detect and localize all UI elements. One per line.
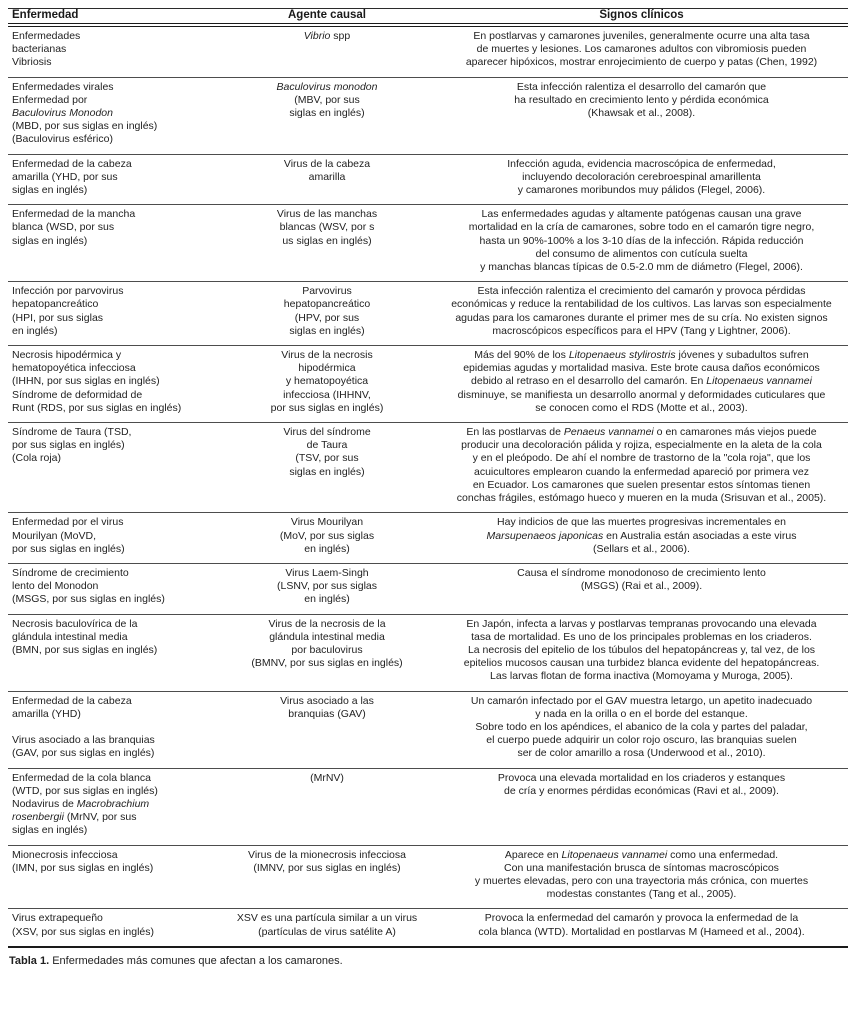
text-line: en inglés) bbox=[12, 324, 58, 337]
text-line: (Sellars et al., 2006). bbox=[593, 542, 690, 555]
column-header-disease: Enfermedad bbox=[8, 9, 219, 26]
text-line: Enfermedades bbox=[12, 30, 81, 42]
clinical-signs-cell bbox=[435, 282, 848, 346]
disease-cell bbox=[8, 205, 219, 282]
text-line: (LSNV, por sus siglas bbox=[277, 580, 377, 593]
clinical-signs-cell bbox=[435, 423, 848, 513]
text-line: Provoca una elevada mortalidad en los criaderos y estanques bbox=[497, 771, 786, 784]
text-line: ser de color amarillo a rosa (Underwood et al., 2010). bbox=[517, 747, 766, 760]
text-line: el cuerpo puede adquirir un color rojo oscuro, las branquias suelen bbox=[486, 734, 797, 747]
disease-cell bbox=[8, 909, 219, 947]
text-line: (Baculovirus esférico) bbox=[12, 133, 113, 146]
text-line: (Cola roja) bbox=[12, 452, 62, 465]
text-line: acuicultores emplearon cuando la enfermedad apareció por primera vez bbox=[473, 465, 810, 478]
text-line: y nada en la orilla o en el borde del estanque. bbox=[535, 707, 748, 720]
text-line: Mionecrosis infecciosa bbox=[12, 848, 118, 861]
text-line: amarilla (YHD) bbox=[12, 707, 81, 720]
text-line: blancas (WSV, por s bbox=[279, 221, 375, 234]
text-line: Esta infección ralentiza el desarrollo del camarón que bbox=[516, 80, 767, 93]
text-line: Enfermedades virales bbox=[12, 80, 114, 93]
text-line: us siglas en inglés) bbox=[282, 234, 372, 247]
text-line: Virus extrapequeño bbox=[12, 912, 103, 925]
text-line: Virus de las manchas bbox=[276, 208, 378, 221]
text-line: Parvovirus bbox=[302, 285, 352, 298]
text-line: en inglés) bbox=[304, 593, 350, 606]
table-caption bbox=[9, 955, 844, 967]
text-line: agudas para los camarones durante el primer mes de su cría. No existen signos bbox=[455, 311, 828, 324]
text-line: por sus siglas en inglés) bbox=[270, 401, 384, 414]
clinical-signs-cell bbox=[435, 691, 848, 768]
text-line: branquias (GAV) bbox=[288, 707, 366, 720]
text-line: siglas en inglés) bbox=[289, 107, 365, 120]
disease-cell bbox=[8, 563, 219, 614]
text-line: Enfermedad de la mancha bbox=[12, 208, 136, 221]
text-line: Las larvas flotan de forma inactiva (Momoyama y Muroga, 2005). bbox=[490, 670, 793, 683]
text-line: hepatopancreático bbox=[283, 298, 371, 311]
text-line: Síndrome de crecimiento bbox=[12, 566, 129, 579]
text-line: rosenbergii (MrNV, por sus bbox=[12, 811, 137, 824]
text-line: Runt (RDS, por sus siglas en inglés) bbox=[12, 401, 182, 414]
text-line: Más del 90% de los Litopenaeus stylirostris jóvenes y subadultos sufren bbox=[474, 349, 809, 362]
text-line: (XSV, por sus siglas en inglés) bbox=[12, 925, 155, 938]
text-line: de Taura bbox=[306, 439, 348, 452]
table-row bbox=[8, 282, 848, 346]
text-line: La necrosis del epitelio de los túbulos del hepatopáncreas y, tal vez, de los bbox=[467, 643, 816, 656]
clinical-signs-cell bbox=[435, 845, 848, 909]
text-line: Nodavirus de Macrobrachium bbox=[12, 797, 150, 810]
text-line: Infección por parvovirus bbox=[12, 285, 124, 298]
text-line: Virus de la mionecrosis infecciosa bbox=[248, 848, 406, 861]
clinical-signs-cell bbox=[435, 346, 848, 423]
disease-cell bbox=[8, 77, 219, 154]
text-line bbox=[219, 81, 435, 94]
text-line: Virus asociado a las branquias bbox=[12, 734, 155, 747]
text-line: (IMN, por sus siglas en inglés) bbox=[12, 861, 154, 874]
text-line: siglas en inglés) bbox=[12, 234, 88, 247]
text-line: Virus de la necrosis de la bbox=[268, 617, 386, 630]
text-line bbox=[12, 107, 219, 120]
text-line: de cría y enormes pérdidas económicas (Ravi et al., 2009). bbox=[504, 784, 779, 797]
clinical-signs-cell bbox=[435, 768, 848, 845]
text-line: Marsupenaeos japonicas en Australia están asociadas a este virus bbox=[486, 529, 797, 542]
causal-agent-cell bbox=[219, 205, 435, 282]
table-row bbox=[8, 154, 848, 205]
text-line: hepatopancreático bbox=[12, 298, 99, 311]
text-line: por baculovirus bbox=[291, 643, 363, 656]
text-line: Síndrome de deformidad de bbox=[12, 388, 143, 401]
clinical-signs-cell bbox=[435, 614, 848, 691]
causal-agent-cell bbox=[219, 845, 435, 909]
clinical-signs-cell bbox=[435, 25, 848, 77]
text-line: (MSGS) (Rai et al., 2009). bbox=[580, 580, 703, 593]
caption-label: Tabla 1. bbox=[9, 954, 50, 967]
text-line: En las postlarvas de Penaeus vannamei o en camarones más viejos puede bbox=[466, 426, 817, 439]
clinical-signs-cell bbox=[435, 513, 848, 564]
column-header-clinical-signs: Signos clínicos bbox=[435, 9, 848, 26]
text-line: (IMNV, por sus siglas en inglés) bbox=[253, 861, 401, 874]
text-line: (Khawsak et al., 2008). bbox=[587, 107, 696, 120]
text-line: (MrNV) bbox=[310, 771, 344, 784]
species-name: Litopenaeus vannamei bbox=[706, 375, 812, 388]
text-line: Un camarón infectado por el GAV muestra letargo, un apetito inadecuado bbox=[470, 694, 813, 707]
text-line: Causa el síndrome monodonoso de crecimiento lento bbox=[517, 566, 766, 579]
disease-cell bbox=[8, 768, 219, 845]
text-line: Las enfermedades agudas y altamente patógenas causan una grave bbox=[481, 208, 802, 221]
text-line: Virus de la cabeza bbox=[283, 157, 371, 170]
caption-text: Enfermedades más comunes que afectan a los camarones. bbox=[49, 954, 343, 967]
text-line: (MBV, por sus bbox=[294, 93, 360, 106]
species-name: Marsupenaeos japonicas bbox=[486, 529, 604, 542]
text-line: Virus Mourilyan bbox=[290, 516, 364, 529]
table-row bbox=[8, 845, 848, 909]
causal-agent-cell bbox=[219, 614, 435, 691]
text-line: Virus de la necrosis bbox=[281, 349, 373, 362]
text-line: (MoV, por sus siglas bbox=[279, 529, 375, 542]
clinical-signs-cell bbox=[435, 563, 848, 614]
text-line: siglas en inglés) bbox=[289, 465, 365, 478]
text-line: en inglés) bbox=[304, 542, 350, 555]
text-line: Virus del síndrome bbox=[283, 426, 371, 439]
text-line: siglas en inglés) bbox=[289, 324, 365, 337]
text-line: por sus siglas en inglés) bbox=[12, 542, 125, 555]
disease-table bbox=[8, 8, 848, 948]
text-line: hasta un 90%-100% a los 3-10 días de la infección. Rápida reducción bbox=[479, 234, 804, 247]
disease-cell bbox=[8, 691, 219, 768]
text-line: glándula intestinal media bbox=[269, 630, 385, 643]
disease-cell bbox=[8, 346, 219, 423]
text-line: mortalidad en la cría de camarones, sobre todo en el camarón tigre negro, bbox=[468, 221, 815, 234]
text-line: y hematopoyética bbox=[285, 375, 369, 388]
text-line: siglas en inglés) bbox=[12, 184, 88, 197]
text-line: Vibriosis bbox=[12, 56, 52, 69]
species-name: Litopenaeus stylirostris bbox=[568, 349, 676, 362]
text-line: en Ecuador. Los camarones que suelen presentar estos síntomas tienen bbox=[472, 478, 811, 491]
text-line: cola blanca (WTD). Mortalidad en postlarvas M (Hameed et al., 2004). bbox=[478, 925, 805, 938]
text-line: Enfermedad por el virus bbox=[12, 516, 124, 529]
text-line: epidemias agudas y mortalidad masiva. Este brote causa daños económicos bbox=[463, 362, 820, 375]
species-name: Litopenaeus vannamei bbox=[561, 848, 668, 861]
table-row bbox=[8, 768, 848, 845]
text-line: siglas en inglés) bbox=[12, 824, 88, 837]
text-line: conchas frágiles, estómago hueco y mueren en la muda (Srisuvan et al., 2005). bbox=[456, 492, 827, 505]
text-line: Aparece en Litopenaeus vannamei como una enfermedad. bbox=[504, 848, 779, 861]
text-line bbox=[12, 721, 219, 734]
text-line: Enfermedad de la cabeza bbox=[12, 157, 132, 170]
causal-agent-cell bbox=[219, 423, 435, 513]
table-row bbox=[8, 205, 848, 282]
text-line: glándula intestinal media bbox=[12, 630, 128, 643]
text-line: blanca (WSD, por sus bbox=[12, 221, 115, 234]
text-line: Síndrome de Taura (TSD, bbox=[12, 426, 132, 439]
text-line: Enfermedad de la cabeza bbox=[12, 694, 132, 707]
text-line: Infección aguda, evidencia macroscópica de enfermedad, bbox=[507, 157, 776, 170]
text-line: (BMNV, por sus siglas en inglés) bbox=[251, 657, 403, 670]
text-line: (MSGS, por sus siglas en inglés) bbox=[12, 593, 165, 606]
table-row bbox=[8, 423, 848, 513]
causal-agent-cell bbox=[219, 77, 435, 154]
species-name: Macrobrachium bbox=[76, 797, 150, 810]
text-line: tasa de mortalidad. Es uno de los principales problemas en los criaderos. bbox=[471, 630, 812, 643]
clinical-signs-cell bbox=[435, 154, 848, 205]
causal-agent-cell bbox=[219, 691, 435, 768]
text-line: (HPV, por sus bbox=[294, 311, 360, 324]
text-line: macroscópicos específicos para el HPV (Tang y Lightner, 2006). bbox=[492, 324, 791, 337]
disease-cell bbox=[8, 614, 219, 691]
text-line: Con una manifestación brusca de síntomas macroscópicos bbox=[504, 861, 779, 874]
text-line: Enfermedad de la cola blanca bbox=[12, 771, 151, 784]
text-line: amarilla (YHD, por sus bbox=[12, 170, 118, 183]
causal-agent-cell bbox=[219, 282, 435, 346]
clinical-signs-cell bbox=[435, 909, 848, 947]
text-line: producir una decoloración pálida y rojiza, especialmente en la aleta de la cola bbox=[461, 439, 822, 452]
text-line: debido al retraso en el desarrollo del camarón. En Litopenaeus vannamei bbox=[471, 375, 812, 388]
clinical-signs-cell bbox=[435, 205, 848, 282]
disease-cell bbox=[8, 282, 219, 346]
text-line: de muertes y lesiones. Los camarones adultos con vibromiosis pueden bbox=[476, 43, 807, 56]
text-line: (TSV, por sus bbox=[295, 452, 359, 465]
species-name: rosenbergii bbox=[12, 811, 64, 824]
text-line: Hay indicios de que las muertes progresivas incrementales en bbox=[497, 516, 786, 529]
column-header-causal-agent: Agente causal bbox=[219, 9, 435, 26]
disease-cell bbox=[8, 513, 219, 564]
text-line: se conocen como el RDS (Motte et al., 2003). bbox=[535, 401, 748, 414]
table-row bbox=[8, 909, 848, 947]
text-line: Esta infección ralentiza el crecimiento del camarón y provoca pérdidas bbox=[477, 285, 806, 298]
disease-cell bbox=[8, 845, 219, 909]
text-line: infecciosa (IHHNV, bbox=[283, 388, 371, 401]
text-line: hipodérmica bbox=[298, 362, 356, 375]
text-line: y camarones moribundos muy pálidos (Flegel, 2006). bbox=[517, 184, 766, 197]
text-line: lento del Monodon bbox=[12, 580, 99, 593]
table-row bbox=[8, 513, 848, 564]
text-line: Necrosis baculovírica de la bbox=[12, 617, 138, 630]
text-line: Necrosis hipodérmica y bbox=[12, 349, 122, 362]
text-line: por sus siglas en inglés) bbox=[12, 439, 125, 452]
text-line: amarilla bbox=[308, 170, 346, 183]
text-line: ha resultado en crecimiento lento y pérdida económica bbox=[514, 93, 769, 106]
causal-agent-cell bbox=[219, 154, 435, 205]
causal-agent-cell bbox=[219, 909, 435, 947]
species-name: Baculovirus monodon bbox=[276, 80, 378, 93]
table-row bbox=[8, 563, 848, 614]
text-line: (WTD, por sus siglas en inglés) bbox=[12, 784, 158, 797]
text-line: epitelios mucosos causan una turbidez blanca evidente del hepatopáncreas. bbox=[463, 657, 820, 670]
text-line: Mourilyan (MoVD, bbox=[12, 529, 97, 542]
text-line: hematopoyética infecciosa bbox=[12, 362, 136, 375]
text-line: económicas y reduce la rentabilidad de los cultivos. Las larvas son especialmente bbox=[451, 298, 832, 311]
disease-cell bbox=[8, 423, 219, 513]
text-line: (MBD, por sus siglas en inglés) bbox=[12, 120, 158, 133]
text-line: Provoca la enfermedad del camarón y provoca la enfermedad de la bbox=[484, 912, 799, 925]
causal-agent-cell bbox=[219, 25, 435, 77]
text-line: disminuye, se manifiesta un desarrollo anormal y deformidades cuticulares que bbox=[457, 388, 826, 401]
text-line: En postlarvas y camarones juveniles, generalmente ocurre una alta tasa bbox=[473, 30, 810, 42]
text-line: Enfermedad por bbox=[12, 93, 88, 106]
text-line: (IHHN, por sus siglas en inglés) bbox=[12, 375, 160, 388]
text-line: (HPI, por sus siglas bbox=[12, 311, 104, 324]
text-line: y muertes elevadas, pero con una trayectoria más crónica, con muertes bbox=[474, 874, 809, 887]
disease-cell bbox=[8, 25, 219, 77]
text-line: Virus asociado a las bbox=[280, 694, 374, 707]
table-row bbox=[8, 25, 848, 77]
table-row bbox=[8, 691, 848, 768]
text-line: Vibrio spp bbox=[303, 30, 351, 42]
text-line: y manchas blancas típicas de 0.5-2.0 mm de diámetro (Flegel, 2006). bbox=[480, 261, 803, 274]
header-row bbox=[8, 9, 848, 26]
species-name: Vibrio bbox=[303, 30, 331, 42]
table-row bbox=[8, 346, 848, 423]
causal-agent-cell bbox=[219, 513, 435, 564]
causal-agent-cell bbox=[219, 768, 435, 845]
text-line: En Japón, infecta a larvas y postlarvas tempranas provocando una elevada bbox=[466, 617, 817, 630]
causal-agent-cell bbox=[219, 563, 435, 614]
text-line: (GAV, por sus siglas en inglés) bbox=[12, 747, 155, 760]
text-line: modestas constantes (Tang et al., 2005). bbox=[546, 888, 737, 901]
text-line: del consumo de alimentos con cutícula suelta bbox=[535, 247, 748, 260]
table-row bbox=[8, 77, 848, 154]
clinical-signs-cell bbox=[435, 77, 848, 154]
text-line: incluyendo decoloración cerebroespinal amarillenta bbox=[522, 170, 761, 183]
text-line: XSV es una partícula similar a un virus bbox=[236, 912, 418, 925]
table-row bbox=[8, 614, 848, 691]
text-line: bacterianas bbox=[12, 43, 67, 56]
disease-cell bbox=[8, 154, 219, 205]
causal-agent-cell bbox=[219, 346, 435, 423]
text-line: (BMN, por sus siglas en inglés) bbox=[12, 643, 158, 656]
species-name: Penaeus vannamei bbox=[563, 426, 654, 439]
table-body bbox=[8, 25, 848, 947]
text-line: y en el pleópodo. De ahí el nombre de trastorno de la "cola roja", que los bbox=[472, 452, 811, 465]
text-line: Virus Laem-Singh bbox=[285, 566, 369, 579]
text-line: aparecer hipóxicos, mostrar enrojecimiento de cuerpo y patas (Chen, 1992) bbox=[465, 56, 818, 69]
text-line: Sobre todo en los apéndices, el abanico de la cola y partes del paladar, bbox=[475, 720, 808, 733]
species-name: Baculovirus Monodon bbox=[12, 107, 113, 120]
text-line: (partículas de virus satélite A) bbox=[258, 925, 396, 938]
